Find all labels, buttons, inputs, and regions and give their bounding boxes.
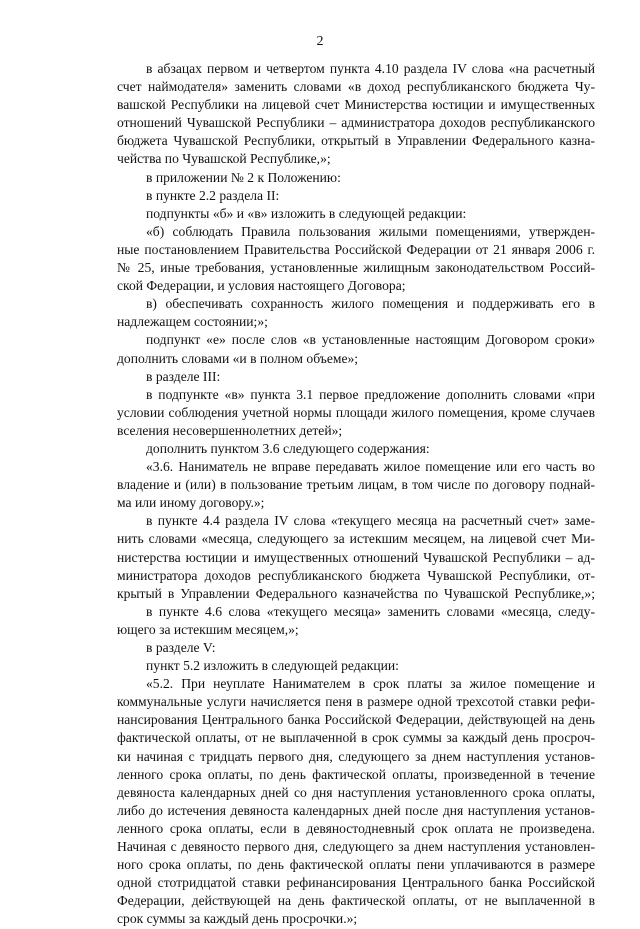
text-line: девяноста календарных дней со дня наступления установленного срока оплаты, (117, 784, 595, 800)
text-line: вселения несовершеннолетних детей»; (117, 422, 343, 438)
text-line: в пункте 4.6 слова «текущего месяца» заменить словами «месяца, следу- (146, 603, 595, 619)
text-line: нить словами «месяца, следующего за истекшим месяцем, на лицевой счет Ми- (117, 531, 595, 547)
text-line: нистерства юстиции и имущественных отношений Чувашской Республики – ад- (117, 549, 595, 565)
text-line: ма или иному договору.»; (117, 495, 265, 511)
text-line: счет наймодателя» заменить словами «в доход республиканского бюджета Чу- (117, 79, 595, 95)
text-line: подпункт «е» после слов «в установленные настоящим Договором сроки» (146, 332, 595, 348)
text-line: в абзацах первом и четвертом пункта 4.10 раздела IV слова «на расчетный (146, 61, 595, 76)
text-line: министратора доходов республиканского бюджета Чувашской Республики, от- (117, 567, 595, 583)
document-body (117, 60, 595, 929)
text-line: «3.6. Наниматель не вправе передавать жилое помещение или его часть во (146, 459, 595, 475)
text-line: в разделе V: (146, 640, 216, 655)
text-line: срок суммы за каждый день просрочки.»; (117, 911, 358, 927)
text-line: надлежащем состоянии;»; (117, 314, 268, 330)
page-number: 2 (316, 34, 324, 49)
text-line: бюджета Чувашской Республики, открытый в Управлении Федерального казна- (117, 133, 595, 149)
text-line: владение и (или) в пользование третьим лицам, в том числе по договору поднай- (117, 477, 595, 493)
text-line: Федерации, действующей на день фактической оплаты, от не выплаченной в (117, 893, 595, 909)
text-line: ного срока оплаты, по день фактической оплаты пени уплачиваются в размере (117, 857, 595, 873)
text-line: ющего за истекшим месяцем,»; (117, 621, 299, 637)
text-line: коммунальные услуги начисляется пеня в размере одной трехсотой ставки рефи- (117, 694, 595, 710)
text-line: ленного срока оплаты, по день фактической оплаты, произведенной в течение (117, 766, 595, 782)
text-line: условии соблюдения учетной нормы площади жилого помещения, кроме случаев (117, 404, 595, 420)
text-line: в пункте 4.4 раздела IV слова «текущего месяца на расчетный счет» заме- (146, 513, 595, 529)
text-line: ные постановлением Правительства Российской Федерации от 21 января 2006 г. (117, 241, 595, 257)
text-line: дополнить пунктом 3.6 следующего содержания: (146, 440, 430, 456)
text-line: дополнить словами «и в полном объеме»; (117, 350, 359, 366)
text-line: ленного срока оплаты, если в девяностодневный срок оплата не произведена. (117, 820, 595, 836)
text-line: «б) соблюдать Правила пользования жилыми помещениями, утвержден- (146, 223, 595, 239)
text-line: в разделе III: (146, 368, 221, 384)
text-line: отношений Чувашской Республики – администратора доходов республиканского (117, 115, 595, 131)
text-line: ки начиная с тридцать первого дня, следующего за днем наступления установ- (117, 748, 595, 764)
text-line: нансирования Центрального банка Российской Федерации, действующей на день (117, 712, 595, 728)
text-line: либо до истечения девяноста календарных дней после дня наступления установ- (117, 802, 595, 818)
text-line: в) обеспечивать сохранность жилого помещения и поддерживать его в (146, 296, 595, 312)
text-line: чейства по Чувашской Республике,»; (117, 151, 331, 167)
text-line: фактической оплаты, от не выплаченной в срок суммы за каждый день просроч- (117, 730, 595, 746)
text-line: пункт 5.2 изложить в следующей редакции: (146, 658, 399, 674)
text-line: в подпункте «в» пункта 3.1 первое предложение дополнить словами «при (146, 386, 595, 402)
text-line: № 25, иные требования, установленные жилищным законодательством Россий- (117, 260, 595, 276)
text-line: «5.2. При неуплате Нанимателем в срок платы за жилое помещение и (146, 676, 595, 692)
text-line: вашской Республики на лицевой счет Министерства юстиции и имущественных (117, 97, 595, 113)
text-line: одной стотридцатой ставки рефинансирования Центрального банка Российской (117, 875, 595, 891)
text-line: ской Федерации, и условия настоящего Договора; (117, 278, 406, 294)
text-line: подпункты «б» и «в» изложить в следующей редакции: (146, 205, 467, 221)
text-line: в приложении № 2 к Положению: (146, 169, 341, 185)
text-line: Начиная с девяносто первого дня, следующего за днем наступления установлен- (117, 839, 595, 855)
text-line: в пункте 2.2 раздела II: (146, 187, 280, 203)
text-line: крытый в Управлении Федерального казначейства по Чувашской Республике,»; (117, 585, 595, 601)
